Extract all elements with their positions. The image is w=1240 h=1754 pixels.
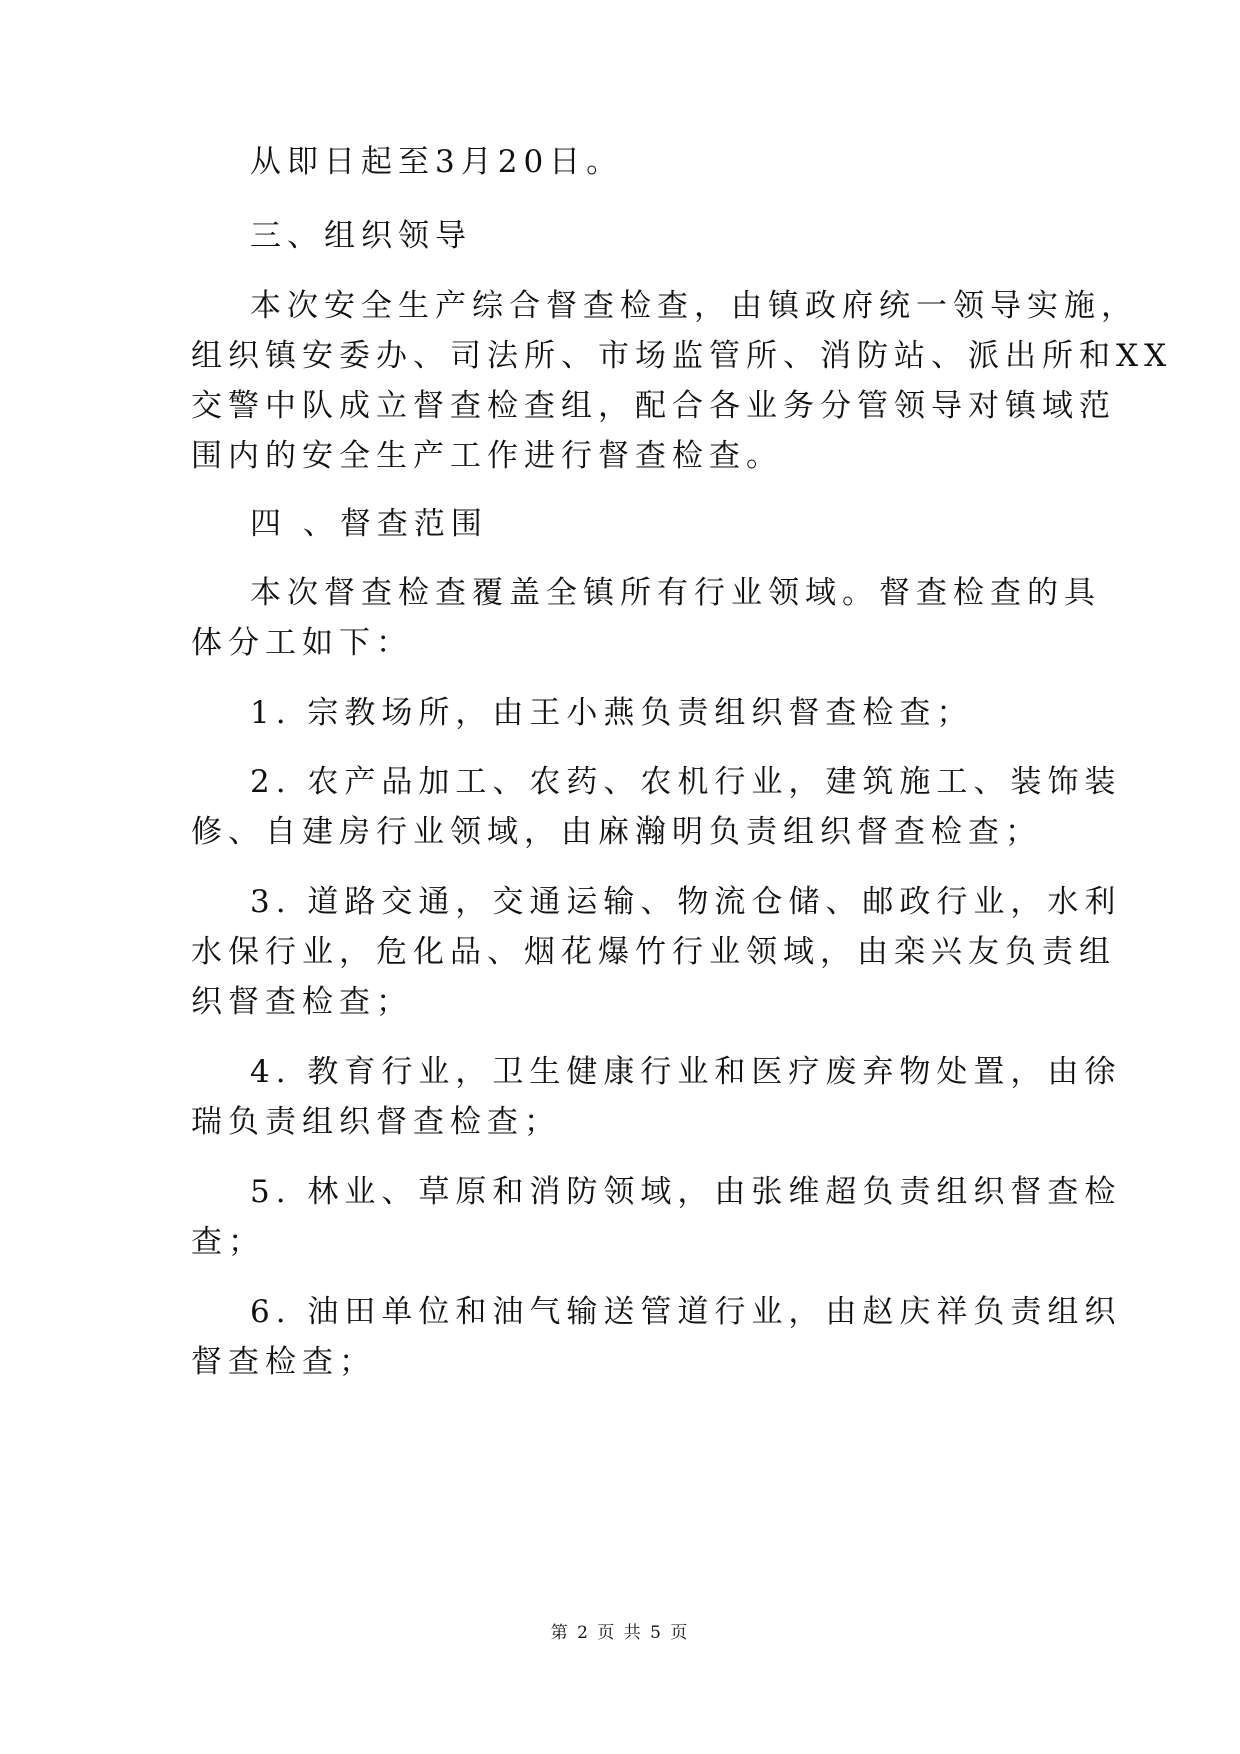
paragraph-line: 组织镇安委办、司法所、市场监管所、消防站、派出所和XX (191, 338, 1173, 374)
list-item-continuation: 瑞负责组织督查检查； (191, 1104, 561, 1140)
list-item: 5. 林业、草原和消防领域，由张维超负责组织督查检 (250, 1174, 1122, 1210)
paragraph-line: 本次督查检查覆盖全镇所有行业领域。督查检查的具 (250, 575, 1101, 611)
paragraph-line: 本次安全生产综合督查检查，由镇政府统一领导实施， (250, 288, 1138, 324)
list-item-continuation: 督查检查； (191, 1344, 376, 1380)
section-heading-scope: 四 、督查范围 (250, 506, 488, 542)
page-number-footer: 第 2 页 共 5 页 (550, 1623, 690, 1643)
list-item: 2. 农产品加工、农药、农机行业，建筑施工、装饰装 (250, 764, 1122, 800)
list-item: 6. 油田单位和油气输送管道行业，由赵庆祥负责组织 (250, 1294, 1122, 1330)
list-item: 1. 宗教场所，由王小燕负责组织督查检查； (250, 695, 974, 731)
list-item-continuation: 水保行业，危化品、烟花爆竹行业领域，由栾兴友负责组 (191, 934, 1116, 970)
paragraph-line: 体分工如下： (191, 625, 413, 661)
list-item: 3. 道路交通，交通运输、物流仓储、邮政行业，水利 (250, 884, 1122, 920)
list-item: 4. 教育行业，卫生健康行业和医疗废弃物处置，由徐 (250, 1054, 1122, 1090)
list-item-continuation: 织督查检查； (191, 984, 413, 1020)
paragraph-date-line: 从即日起至3月20日。 (250, 144, 624, 180)
list-item-continuation: 查； (191, 1224, 265, 1260)
list-item-continuation: 修、自建房行业领域，由麻瀚明负责组织督查检查； (191, 814, 1042, 850)
paragraph-line: 交警中队成立督查检查组，配合各业务分管领导对镇域范 (191, 388, 1116, 424)
section-heading-organization: 三、组织领导 (250, 218, 472, 254)
paragraph-line: 围内的安全生产工作进行督查检查。 (191, 438, 783, 474)
